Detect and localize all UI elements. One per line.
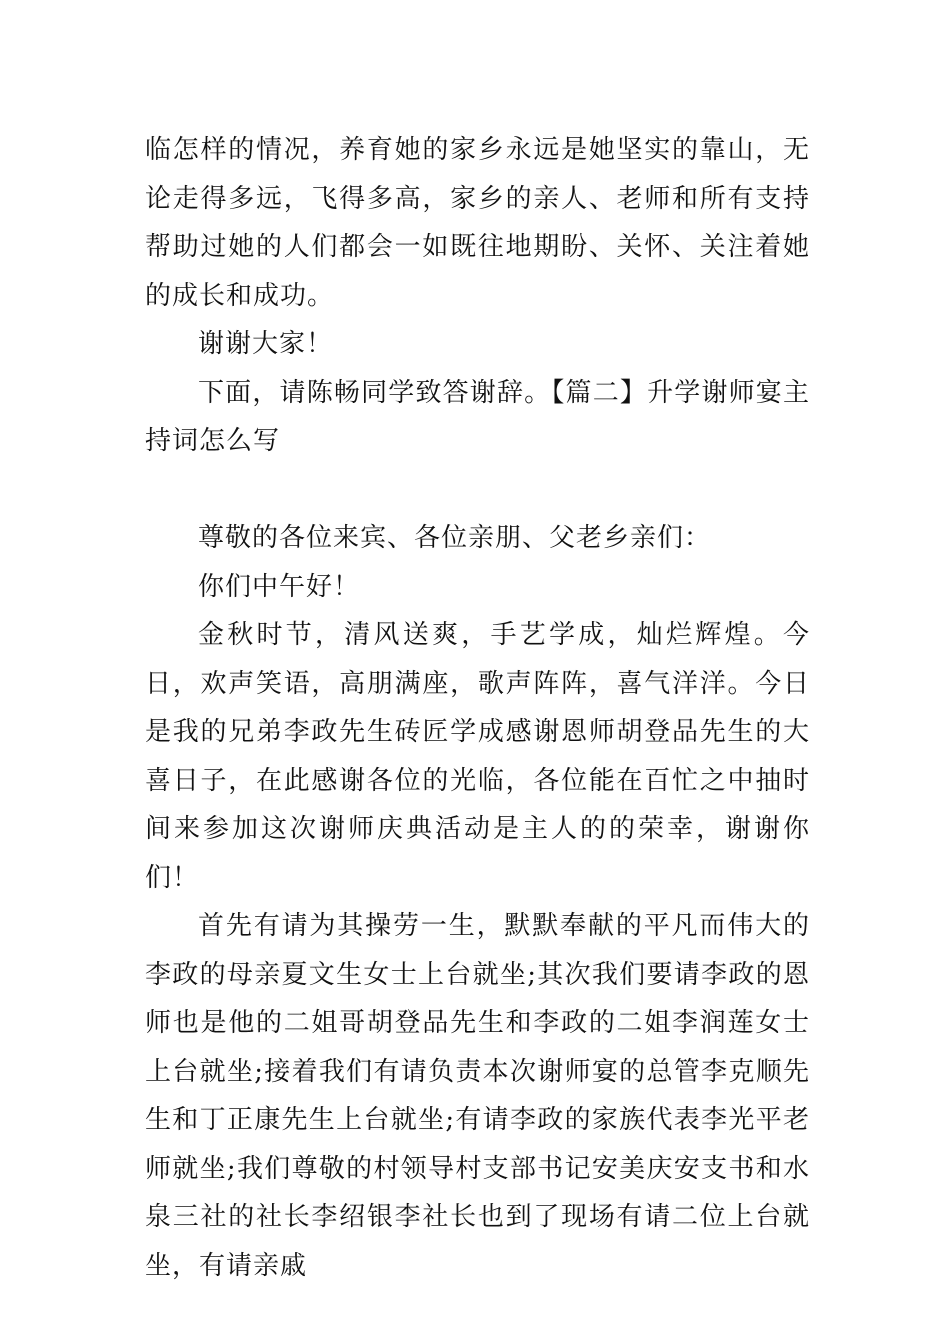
paragraph-section-two-heading: 下面，请陈畅同学致答谢辞。【篇二】升学谢师宴主持词怎么写: [145, 377, 810, 456]
paragraph-greeting: 你们中午好！: [198, 571, 361, 602]
paragraph-thanks: 谢谢大家！: [198, 329, 334, 359]
paragraph-invitations: 首先有请为其操劳一生，默默奉献的平凡而伟大的李政的母亲夏文生女士上台就坐;其次我们要请李政的恩师也是他的二姐哥胡登品先生和李政的二姐李润莲女士上台就坐;接着我们有请负责本次谢师宴的总管李克顺先生和丁正康先生上台就坐;有请李政的家族代表李光平老师就坐;我们尊敬的村领导村支部书记安美庆安支书和水泉三社的社长李绍银李社长也到了现场有请二位上台就坐，有请亲戚: [145, 911, 810, 1281]
paragraph-closing-blessing: 临怎样的情况，养育她的家乡永远是她坚实的靠山，无论走得多远，飞得多高，家乡的亲人、老师和所有支持帮助过她的人们都会一如既往地期盼、关怀、关注着她的成长和成功。: [145, 135, 810, 311]
blank-line: [145, 466, 810, 515]
document-body: [145, 126, 810, 1290]
paragraph-salutation: 尊敬的各位来宾、各位亲朋、父老乡亲们：: [198, 523, 712, 553]
paragraph-opening: 金秋时节，清风送爽，手艺学成，灿烂辉煌。今日，欢声笑语，高朋满座，歌声阵阵，喜气洋洋。今日是我的兄弟李政先生砖匠学成感谢恩师胡登品先生的大喜日子，在此感谢各位的光临，各位能在百忙之中抽时间来参加这次谢师庆典活动是主人的的荣幸，谢谢你们！: [145, 620, 810, 893]
